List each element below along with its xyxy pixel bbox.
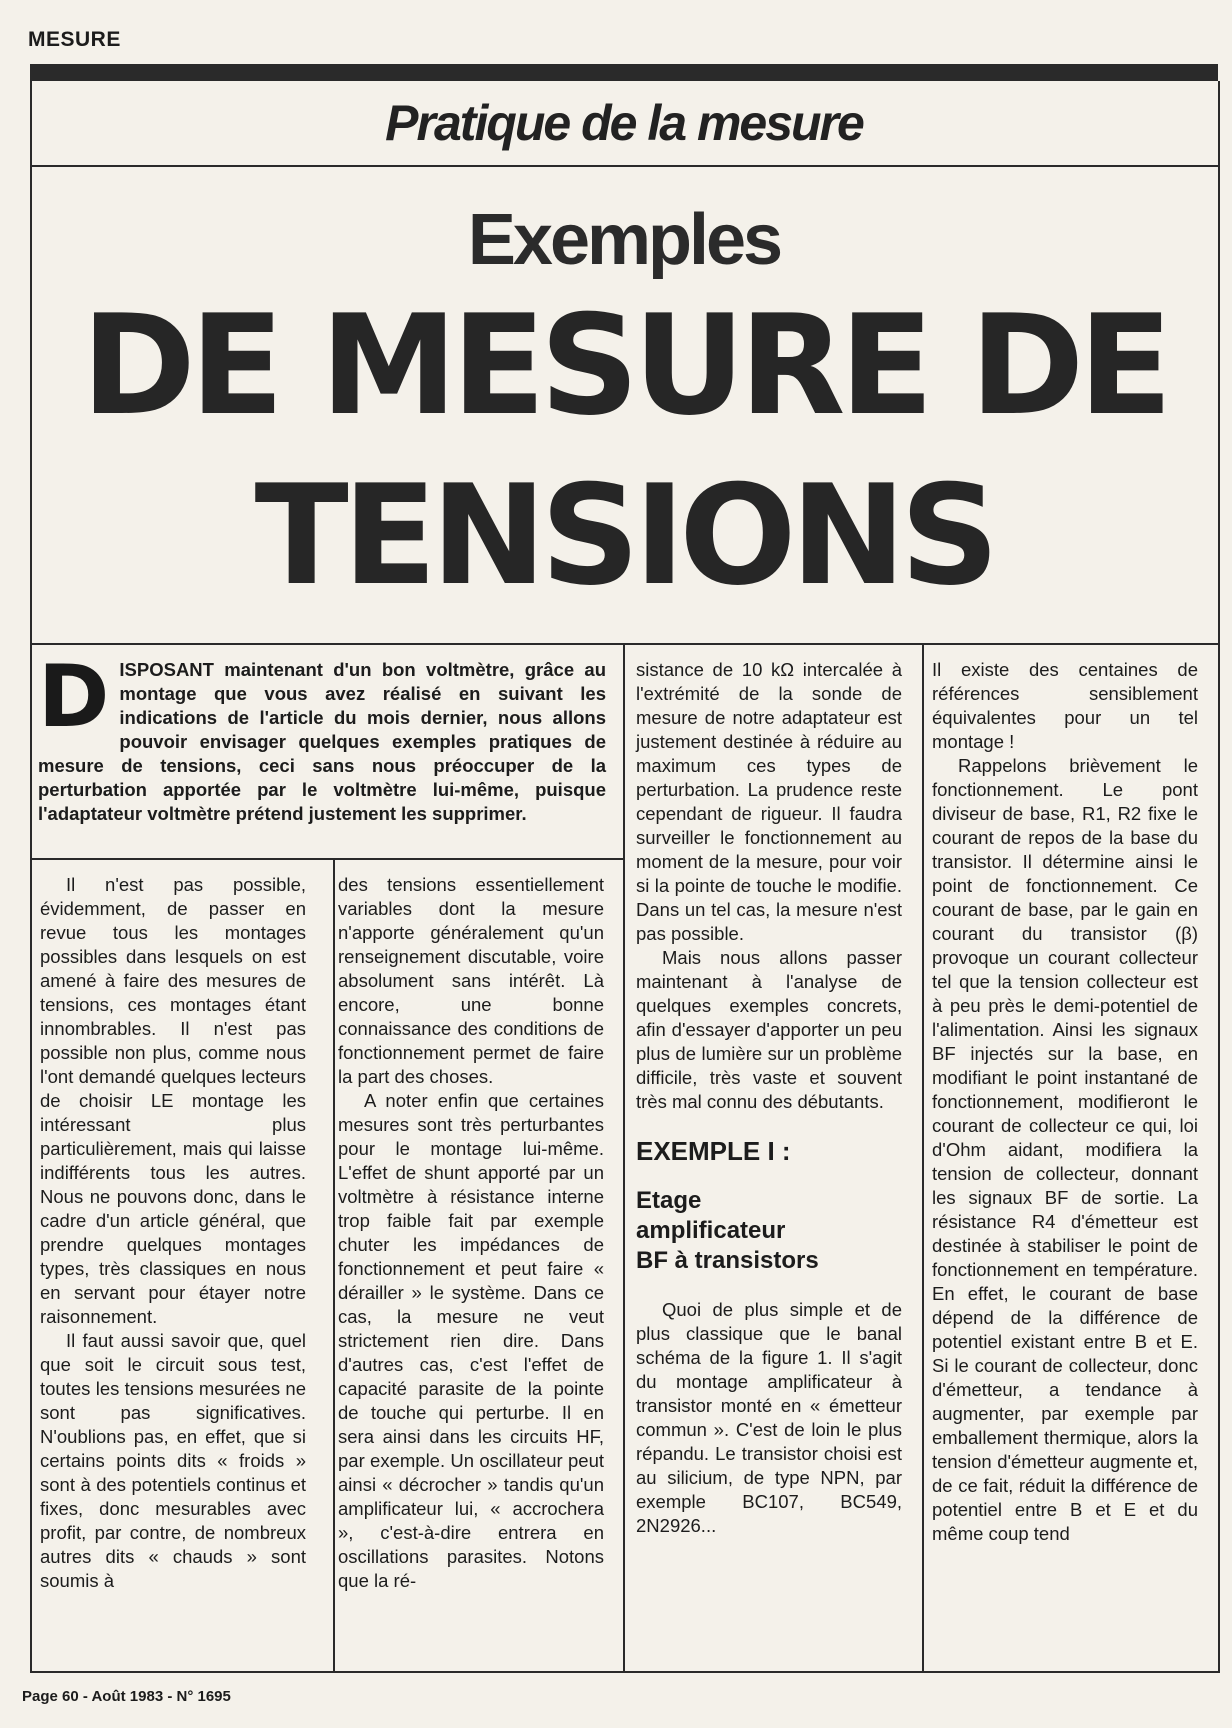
col2-paragraph-2: A noter enfin que certaines mesures sont très perturbantes pour le montage lui-même. L'effet de shunt apporté par un voltmètre à résistance interne trop faible fait par exemple chuter les impédances de fonctionnement et peut faire « dérailler » le système. Dans ce cas, la mesure ne veut strictement rien dire. Dans d'autres cas, c'est l'effet de capacité parasite de la pointe de touche qui perturbe. Il en sera ainsi dans les circuits HF, par exemple. Un oscillateur peut ainsi « décrocher » tandis qu'un amplificateur lui, « accrochera », c'est-à-dire entrera en oscillations parasites. Notons que la ré- xyxy=(338,1090,604,1591)
intro-divider xyxy=(30,858,624,860)
column-rule-2 xyxy=(623,643,625,1672)
column-4 xyxy=(932,658,1198,1546)
subheading-line-3: BF à transistors xyxy=(636,1247,819,1274)
headline-block xyxy=(30,167,1218,645)
column-rule-1 xyxy=(333,860,335,1672)
col3-paragraph-3: Quoi de plus simple et de plus classique que le banal schéma de la figure 1. Il s'agit du montage amplificateur à transistor monté en « émetteur commun ». C'est de loin le plus répandu. Le transistor choisi est au silicium, de type NPN, par exemple BC107, BC549, 2N2926... xyxy=(636,1299,902,1536)
col1-paragraph-2: Il faut aussi savoir que, quel que soit le circuit sous test, toutes les tensions mesurées ne sont pas significatives. N'oublions pas, en effet, que si certains points dits « froids » sont à des potentiels continus et fixes, donc mesurables avec profit, par contre, de nombreux autres dits « chauds » sont soumis à xyxy=(40,1330,306,1591)
intro-text: ISPOSANT maintenant d'un bon voltmètre, grâce au montage que vous avez réalisé en suivant les indications de l'article du mois dernier, nous allons pouvoir envisager quelques exemples pratiques de mesure de tensions, ceci sans nous préoccuper de la perturbation apportée par le voltmètre lui-même, puisque l'adaptateur voltmètre prétend justement les supprimer. xyxy=(38,659,606,824)
column-2 xyxy=(338,873,604,1593)
rubric-title: Pratique de la mesure xyxy=(30,81,1218,167)
col4-paragraph-2: Rappelons brièvement le fonctionnement. Le pont diviseur de base, R1, R2 fixe le courant de repos de la base du transistor. Il détermine ainsi le point de fonctionnement. Ce courant de base, par le gain en courant du transistor (β) provoque un courant collecteur tel que la tension collecteur est à peu près le demi-potentiel de l'alimentation. Ainsi les signaux BF injectés sur la base, en modifiant le point instantané de fonctionnement, modifieront le courant de collecteur ce qui, loi d'Ohm aidant, modifiera la tension de collecteur, donnant les signaux BF de sortie. La résistance R4 d'émetteur est destinée à stabiliser le point de fonctionnement en température. En effet, le courant de base dépend de la différence de potentiel existant entre B et E. Si le courant de collecteur, donc d'émetteur, a tendance à augmenter, par exemple par emballement thermique, alors la tension d'émetteur augmente et, de ce fait, réduit la différence de potentiel entre B et E et du même coup tend xyxy=(932,755,1198,1544)
column-1 xyxy=(40,873,306,1593)
col2-paragraph-1: des tensions essentiellement variables dont la mesure n'apporte généralement qu'un renseignement discutable, voire absolument sans intérêt. Là encore, une bonne connaissance des conditions de fonctionnement permet de faire la part des choses. xyxy=(338,874,604,1087)
column-rule-3 xyxy=(922,643,924,1672)
headline-line-2: TENSIONS xyxy=(254,455,994,616)
headline-line-1: DE MESURE DE xyxy=(81,285,1167,446)
example-subheading xyxy=(636,1186,902,1276)
col3-paragraph-2: Mais nous allons passer maintenant à l'analyse de quelques exemples concrets, afin d'essayer d'apporter un peu plus de lumière sur un problème difficile, très vaste et souvent très mal connu des débutants. xyxy=(636,947,902,1112)
col3-paragraph-1: sistance de 10 kΩ intercalée à l'extrémité de la sonde de mesure de notre adaptateur est justement destinée à réduire au maximum ces types de perturbation. La prudence reste cependant de rigueur. Il faudra surveiller le fonctionnement au moment de la mesure, pour voir si la pointe de touche le modifie. Dans un tel cas, la mesure n'est pas possible. xyxy=(636,659,902,944)
top-rule xyxy=(30,64,1218,81)
headline-kicker: Exemples xyxy=(467,200,781,280)
drop-cap: D xyxy=(38,647,110,747)
example-heading: EXEMPLE I : xyxy=(636,1136,791,1166)
column-3 xyxy=(636,658,902,1538)
section-label: MESURE xyxy=(28,28,121,51)
col1-paragraph-1: Il n'est pas possible, évidemment, de passer en revue tous les montages possibles dans lesquels on est amené à faire des mesures de tensions, ces montages étant innombrables. Il n'est pas possible non plus, comme nous l'ont demandé quelques lecteurs de choisir LE montage les intéressant plus particulièrement, mais qui laisse indifférents tous les autres. Nous ne pouvons donc, dans le cadre d'un article général, que prendre quelques montages types, très classiques en nous en servant pour étayer notre raisonnement. xyxy=(40,874,306,1327)
subheading-line-2: amplificateur xyxy=(636,1217,786,1244)
subheading-line-1: Etage xyxy=(636,1187,702,1214)
intro-lead xyxy=(38,647,606,826)
col4-paragraph-1: Il existe des centaines de références sensiblement équivalentes pour un tel montage ! xyxy=(932,659,1198,752)
page-footer: Page 60 - Août 1983 - N° 1695 xyxy=(22,1688,231,1705)
